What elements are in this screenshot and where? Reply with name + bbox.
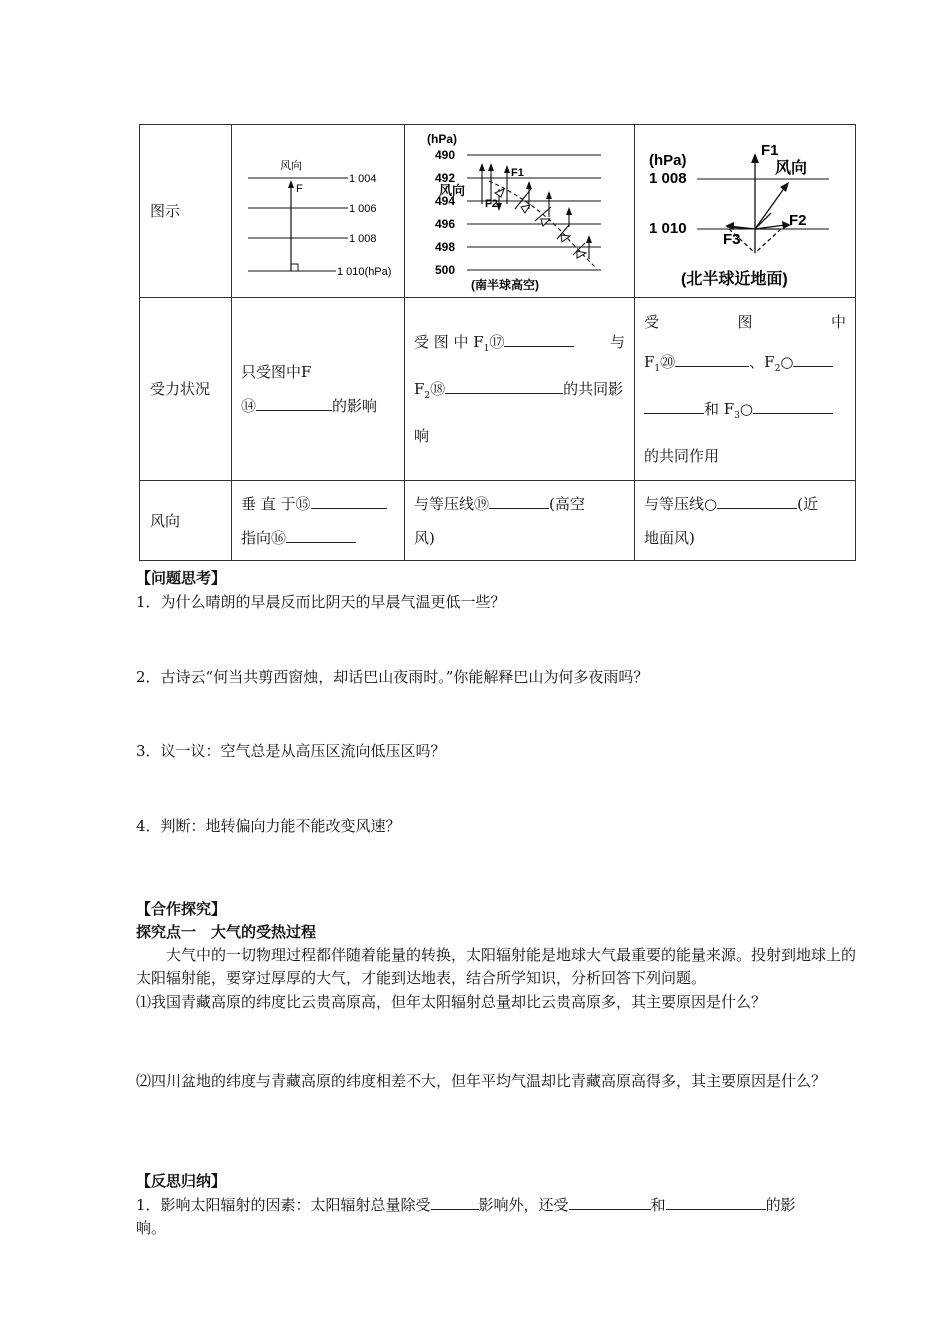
blank-19[interactable] [489,493,549,509]
table-row-force [140,298,856,481]
diagram-1-isobar-label: 1 010(hPa) [336,266,391,278]
diagram-2-caption: (南半球高空) [470,277,539,292]
diagram-3-f1-label: F1 [761,141,779,159]
force-3-circle: ○ [780,353,794,371]
force-3-suffix: 的共同作用 [644,447,720,465]
diagram-1-wind-label: 风向 [279,160,302,172]
diagram-2-upper-air-southern [409,129,631,294]
wind-cell-2 [405,481,635,561]
diagram-3-caption: (北半球近地面) [681,270,788,288]
force-2-f: F [414,380,425,398]
blank-20[interactable] [675,351,749,367]
diagram-3-isobar-label: 1 010 [649,219,687,237]
wind-cell-1 [232,481,405,561]
thinking-question-2: 2．古诗云“何当共剪西窗烛，却话巴山夜雨时。”你能解释巴山为何多夜雨吗？ [136,668,649,686]
diagram-3-f2-label: F2 [789,211,807,229]
row-label-wind: 风向 [140,481,232,561]
diagram-2-isobar-label: 492 [434,170,455,185]
thinking-question-3: 3．议一议：空气总是从高压区流向低压区吗？ [136,742,446,760]
force-2-text: 受 图 中 F [414,333,484,351]
force-3-subscript: 3 [734,411,740,421]
force-1-suffix: 的影响 [332,397,378,415]
reflect-text-d: 的影 [765,1196,796,1214]
diagram-2-cell [405,125,635,298]
diagram-3-unit: (hPa) [649,151,687,169]
coop-paragraph: 大气中的一切物理过程都伴随着能量的转换，太阳辐射能是地球大气最重要的能量来源。投射到地球上的太阳辐射能，要穿过厚厚的大气，才能到达地表，结合所学知识，分析回答下列问题。 [136,946,857,987]
diagram-2-unit: (hPa) [426,131,457,146]
diagram-3-surface-northern [639,129,851,294]
reflect-blank-3[interactable] [666,1194,766,1210]
force-2-conj: 与 [609,333,625,351]
reflect-blank-2[interactable] [569,1194,651,1210]
coop-question-1: ⑴我国青藏高原的纬度比云贵高原高，但年太阳辐射总量却比云贵高原多，其主要原因是什么？ [136,993,767,1011]
blank-18[interactable] [445,378,563,394]
force-3-and: 和 F [704,400,735,418]
thinking-question-4: 4．判断：地转偏向力能不能改变风速？ [136,817,401,835]
reflect-item-1 [136,1194,861,1240]
force-3-text: 受 图 中 [644,313,846,331]
table-row-wind [140,481,856,561]
row-label-force: 受力状况 [140,298,232,481]
reflect-heading: 【反思归纳】 [136,1172,227,1190]
diagram-2-isobar-label: 490 [434,147,455,162]
force-3-subscript: 1 [654,364,661,374]
wind-2-text-b: (高空 [549,494,585,513]
reflect-text-e: 响。 [136,1219,167,1237]
wind-2-text-c: 风) [414,528,435,547]
diagram-1-isobar-label: 1 004 [348,173,377,185]
reflect-text-b: 影响外，还受 [478,1196,569,1214]
force-cell-2 [405,298,635,481]
diagram-2-f2-label: F2 [484,197,498,210]
wind-1-text-b: 指向⑯ [241,528,287,547]
diagram-1-isobar-label: 1 008 [348,233,377,245]
diagram-3-f3-label: F3 [723,230,741,248]
wind-force-table [139,124,856,561]
blank-15[interactable] [311,493,387,509]
coop-point-title: 探究点一 大气的受热过程 [136,923,317,941]
diagram-1-gradient-force [236,136,401,286]
force-1-text: 只受图中F [241,363,312,381]
force-2-number: ⑱ [430,380,446,398]
diagram-3-wind-label: 风向 [775,159,808,177]
force-3-f: F [644,353,655,371]
wind-1-text: 垂 直 于⑮ [241,494,311,513]
force-2-end: 响 [414,427,430,445]
reflect-text-a: 1．影响太阳辐射的因素：太阳辐射总量除受 [136,1196,431,1214]
wind-3-text: 与等压线○ [644,494,718,513]
force-cell-3 [635,298,856,481]
diagram-1-force-arrowhead [288,180,294,188]
force-3-number: ⑳ [660,353,676,371]
diagram-2-isobar-label: 496 [434,216,455,231]
force-1-number: ⑭ [241,397,257,415]
force-3-sep: 、F [749,353,775,371]
force-3-subscript: 2 [774,364,781,374]
blank-17[interactable] [504,331,574,347]
diagram-2-isobar-label: 498 [434,239,455,254]
thinking-question-1: 1．为什么晴朗的早晨反而比阴天的早晨气温更低一些？ [136,593,506,611]
diagram-2-f1-label: F1 [510,166,524,179]
coop-heading: 【合作探究】 [136,900,227,918]
diagram-1-cell [232,125,405,298]
diagram-2-isobar-label: 494 [434,193,455,208]
blank-21-cont[interactable] [644,398,704,414]
blank-21[interactable] [793,351,833,367]
force-2-suffix: 的共同影 [563,380,624,398]
blank-23[interactable] [717,493,797,509]
force-3-circle: ○ [739,400,754,418]
wind-3-text-c: 地面风) [644,528,695,547]
diagram-3-isobar-label: 1 008 [649,169,687,187]
table-row-diagram [140,125,856,298]
force-2-subscript: 2 [424,391,431,401]
diagram-1-isobar-label: 1 006 [348,203,377,215]
wind-cell-3 [635,481,856,561]
reflect-blank-1[interactable] [431,1194,479,1210]
diagram-1-force-label: F [295,183,303,195]
force-2-subscript: 1 [483,344,490,354]
blank-14[interactable] [256,395,332,411]
wind-2-text: 与等压线⑲ [414,494,490,513]
diagram-2-isobar-label: 500 [434,262,455,277]
blank-16[interactable] [286,527,356,543]
blank-22[interactable] [753,398,833,414]
row-label-diagram: 图示 [140,125,232,298]
diagram-2-wind-label: 风向 [438,182,465,198]
coop-question-2: ⑵四川盆地的纬度与青藏高原的纬度相差不大，但年平均气温却比青藏高原高得多，其主要原因是什么？ [136,1072,827,1090]
diagram-3-cell [635,125,856,298]
thinking-heading: 【问题思考】 [136,569,227,587]
wind-3-text-b: (近 [797,494,818,513]
force-cell-1 [232,298,405,481]
reflect-text-c: 和 [650,1196,666,1214]
force-2-number: ⑰ [489,333,505,351]
